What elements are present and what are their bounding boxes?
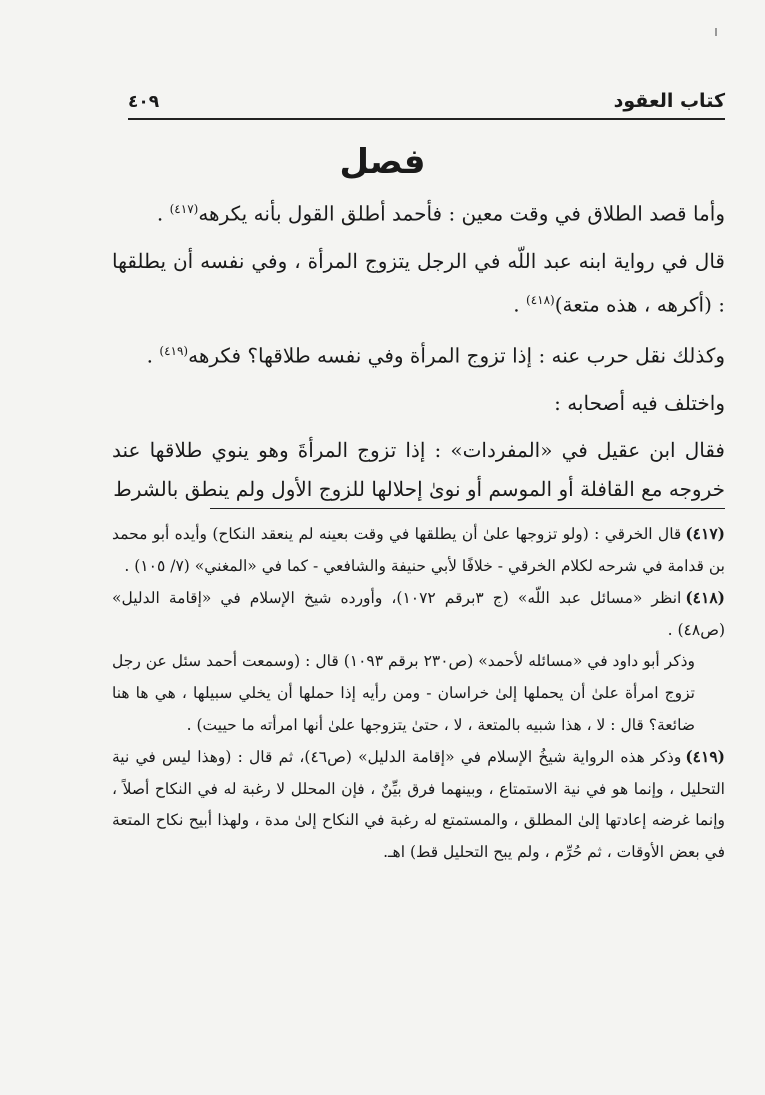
footnote-divider <box>210 508 725 509</box>
footnote-number: (٤١٩) <box>685 747 725 767</box>
running-header <box>128 82 725 120</box>
paragraph: وكذلك نقل حرب عنه : إذا تزوج المرأة وفي نفسه طلاقها؟ فكرهه$^{(٤١٩)}$ . <box>146 343 725 368</box>
footnote-number: (٤١٧) <box>685 524 725 543</box>
paragraph: واختلف فيه أصحابه : <box>554 390 725 415</box>
running-title: كتاب العقود <box>613 90 725 112</box>
main-text <box>112 190 725 517</box>
scan-mark <box>715 28 717 36</box>
footnote-ref: (٤١٧) <box>169 202 199 216</box>
paragraph: فقال ابن عقيل في «المفردات» : إذا تزوج المرأةَ وهو ينوي طلاقها عند خروجه مع القافلة أو الموسم أو نوىٰ إحلالها للزوج الأول ولم ينطق بالشرط <box>112 437 725 501</box>
footnote-continuation: وذكر أبو داود في «مسائله لأحمد» (ص٢٣٠ برقم ١٠٩٣) قال : (وسمعت أحمد سئل عن رجل تزوج امرأة علىٰ أن يحملها إلىٰ خراسان - ومن رأيه إذا حملها أن يخلي سبيلها ، هي ها هنا ضائعة؟ قال : لا ، هذا شبيه بالمتعة ، لا ، حتىٰ يتزوجها علىٰ أنها امرأته ما حييت) . <box>112 652 696 734</box>
footnote: (٤١٨)انظر «مسائل عبد اللّه» (ج ٣برقم ١٠٧٢)، وأورده شيخ الإسلام في «إقامة الدليل» (ص٤٨) . <box>112 588 725 639</box>
footnote-number: (٤١٨) <box>685 588 725 608</box>
footnotes <box>112 518 725 869</box>
section-heading: فصل <box>339 142 426 182</box>
footnote-ref: (٤١٨) <box>526 292 555 307</box>
footnote-ref: (٤١٩) <box>159 344 189 359</box>
page-number: ٤٠٩ <box>128 92 160 112</box>
paragraph: قال في رواية ابنه عبد اللّه في الرجل يتزوج المرأة ، وفي نفسه أن يطلقها : (أكرهه ، هذه متعة)$^{(٤١٨)}$ . <box>112 248 725 317</box>
footnote: (٤١٧)قال الخرقي : (ولو تزوجها علىٰ أن يطلقها في وقت بعينه لم ينعقد النكاح) وأيده أبو محمد بن قدامة في شرحه لكلام الخرقي - خلافًا لأبي حنيفة والشافعي - كما في «المغني» (٧/ ١٠٥) . <box>112 524 725 575</box>
paragraph: وأما قصد الطلاق في وقت معين : فأحمد أطلق القول بأنه يكرهه$^{(٤١٧)}$ . <box>156 201 725 226</box>
footnote: (٤١٩)وذكر هذه الرواية شيخُ الإسلام في «إقامة الدليل» (ص٤٦)، ثم قال : (وهذا ليس في نية التحليل ، وإنما هو في نية الاستمتاع ، وبينهما فرق بيِّنٌ ، فإن المحلل لا رغبة له في النكاح أصلاً ، وإنما غرضه إعادتها إلىٰ المطلق ، والمستمتع له رغبة في النكاح إلىٰ مدة ، ولهذا أبيح نكاح المتعة في بعض الأوقات ، ثم حُرِّم ، ولم يبح التحليل قط) اهـ. <box>112 747 725 861</box>
